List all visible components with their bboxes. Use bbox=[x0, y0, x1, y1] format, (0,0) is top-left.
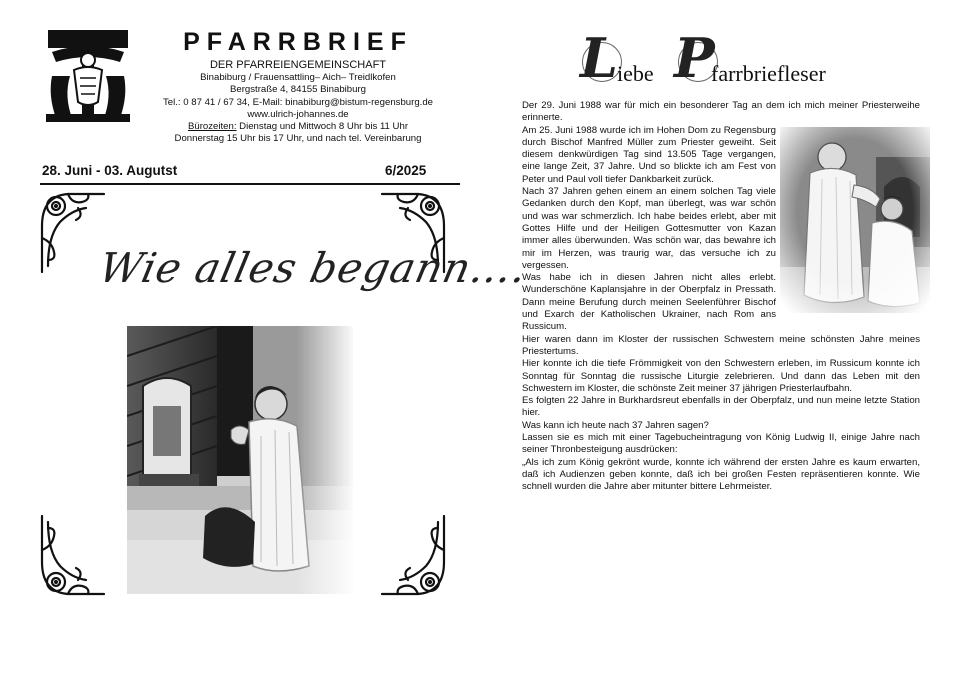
ornate-initial-p: P bbox=[674, 26, 715, 90]
article-paragraph: Lassen sie es mich mit einer Tagebucheintragung von König Ludwig II, einige Jahre nach seiner Thronbesteigung ausdrücken: bbox=[522, 432, 920, 456]
parish-website[interactable]: www.ulrich-johannes.de bbox=[247, 108, 349, 120]
article-paragraph: „Als ich zum König gekrönt wurde, konnte ich während der ersten Jahre es kaum erwarten, daß ich Audienzen geben konnte, daß ich bei großen Festen repräsentieren konnte. Wie schnell wurden die Jahre aber mitunter bittere Lehrmeister. bbox=[522, 456, 920, 493]
cover-title: Wie alles begann…. bbox=[94, 244, 532, 292]
article-paragraph: Hier konnte ich die tiefe Frömmigkeit von den Schwestern erleben, im Russicum konnte ich Sonntag für Sonntag die russische Liturgie zelebrieren. Und dann das Leben mit den Schwestern im Kloster, die schönste Zeit meiner 37 jährigen Priesterlaufbahn. bbox=[522, 358, 920, 394]
ornament-corner-top-left bbox=[38, 186, 106, 276]
ordination-photo bbox=[780, 127, 930, 313]
article-paragraph: Was habe ich in diesen Jahren nicht alles erlebt. Wunderschöne Kaplansjahre in der Oberpfalz in Pressath. Dann meine Berufung durch meinen Seelenführer Bischof und Exarch der Katholischen Ukrainer, nach Rom ans Russicum. bbox=[522, 272, 776, 333]
right-page bbox=[482, 0, 965, 682]
article-paragraph: Der 29. Juni 1988 war für mich ein besonderer Tag an dem ich mich meiner Priesterweihe erinnerte. bbox=[522, 100, 920, 124]
article-paragraph: Was kann ich heute nach 37 Jahren sagen? bbox=[522, 419, 709, 431]
parish-list: Binabiburg / Frauensattling– Aich– Treidlkofen bbox=[200, 72, 396, 83]
office-hours-line-1 bbox=[140, 121, 456, 133]
issue-number: 6/2025 bbox=[385, 163, 427, 178]
article-body bbox=[522, 100, 920, 494]
greeting-heading bbox=[580, 26, 860, 92]
ornament-corner-bottom-right bbox=[380, 512, 448, 602]
crucifix-logo bbox=[42, 26, 134, 122]
parish-contact: Tel.: 0 87 41 / 67 34, E-Mail: binabiburg@bistum-regensburg.de bbox=[163, 96, 433, 108]
greeting-word-1: iebe bbox=[617, 61, 654, 86]
cover-photo bbox=[127, 326, 353, 594]
office-hours-label: Bürozeiten: bbox=[187, 121, 237, 133]
office-hours-2: Donnerstag 15 Uhr bis 17 Uhr, und nach tel. Vereinbarung bbox=[174, 133, 422, 145]
issue-date-range: 28. Juni - 03. Augutst bbox=[42, 163, 178, 178]
masthead bbox=[140, 28, 456, 146]
masthead-title: PFARRBRIEF bbox=[183, 28, 413, 56]
office-hours-1: Dienstag und Mittwoch 8 Uhr bis 11 Uhr bbox=[236, 121, 409, 133]
greeting-word-2: farrbriefleser bbox=[711, 61, 826, 86]
article-paragraph: Hier waren dann im Kloster der russischen Schwestern meine schönsten Jahre meines Priestertums. bbox=[522, 333, 920, 357]
article-paragraph: Nach 37 Jahren gehen einem an einem solchen Tag viele Gedanken durch den Kopf, man überlegt, was war schön und was war schmerzlich. Ich habe beides erlebt, aber mit Gottes Hilfe und der Heiligen Gottesmutter von Kazan immer alles überwunden. Was schön war, das bewahre ich mir im Herzen, was traurig war, das versuche ich zu vergessen. bbox=[522, 186, 776, 271]
ornament-corner-bottom-left bbox=[38, 512, 106, 602]
article-paragraph: Es folgten 22 Jahre in Burkhardsreut ebenfalls in der Oberpfalz, und nun meine letzte Station hier. bbox=[522, 395, 920, 419]
article-paragraph: Am 25. Juni 1988 wurde ich im Hohen Dom zu Regensburg durch Bischof Manfred Müller zum Priester geweiht. Seit diesem denkwürdigen Tag sind 13.505 Tage vergangen, eine lange Zeit, 37 Jahre. Und so blickte ich am Fest von Peter und Paul voll tiefer Dankbarkeit zurück. bbox=[522, 124, 776, 185]
masthead-subtitle: DER PFARREIENGEMEINSCHAFT bbox=[209, 59, 387, 71]
ornate-initial-l: L bbox=[580, 26, 618, 90]
parish-address: Bergstraße 4, 84155 Binabiburg bbox=[230, 84, 366, 96]
header-divider bbox=[40, 183, 460, 185]
